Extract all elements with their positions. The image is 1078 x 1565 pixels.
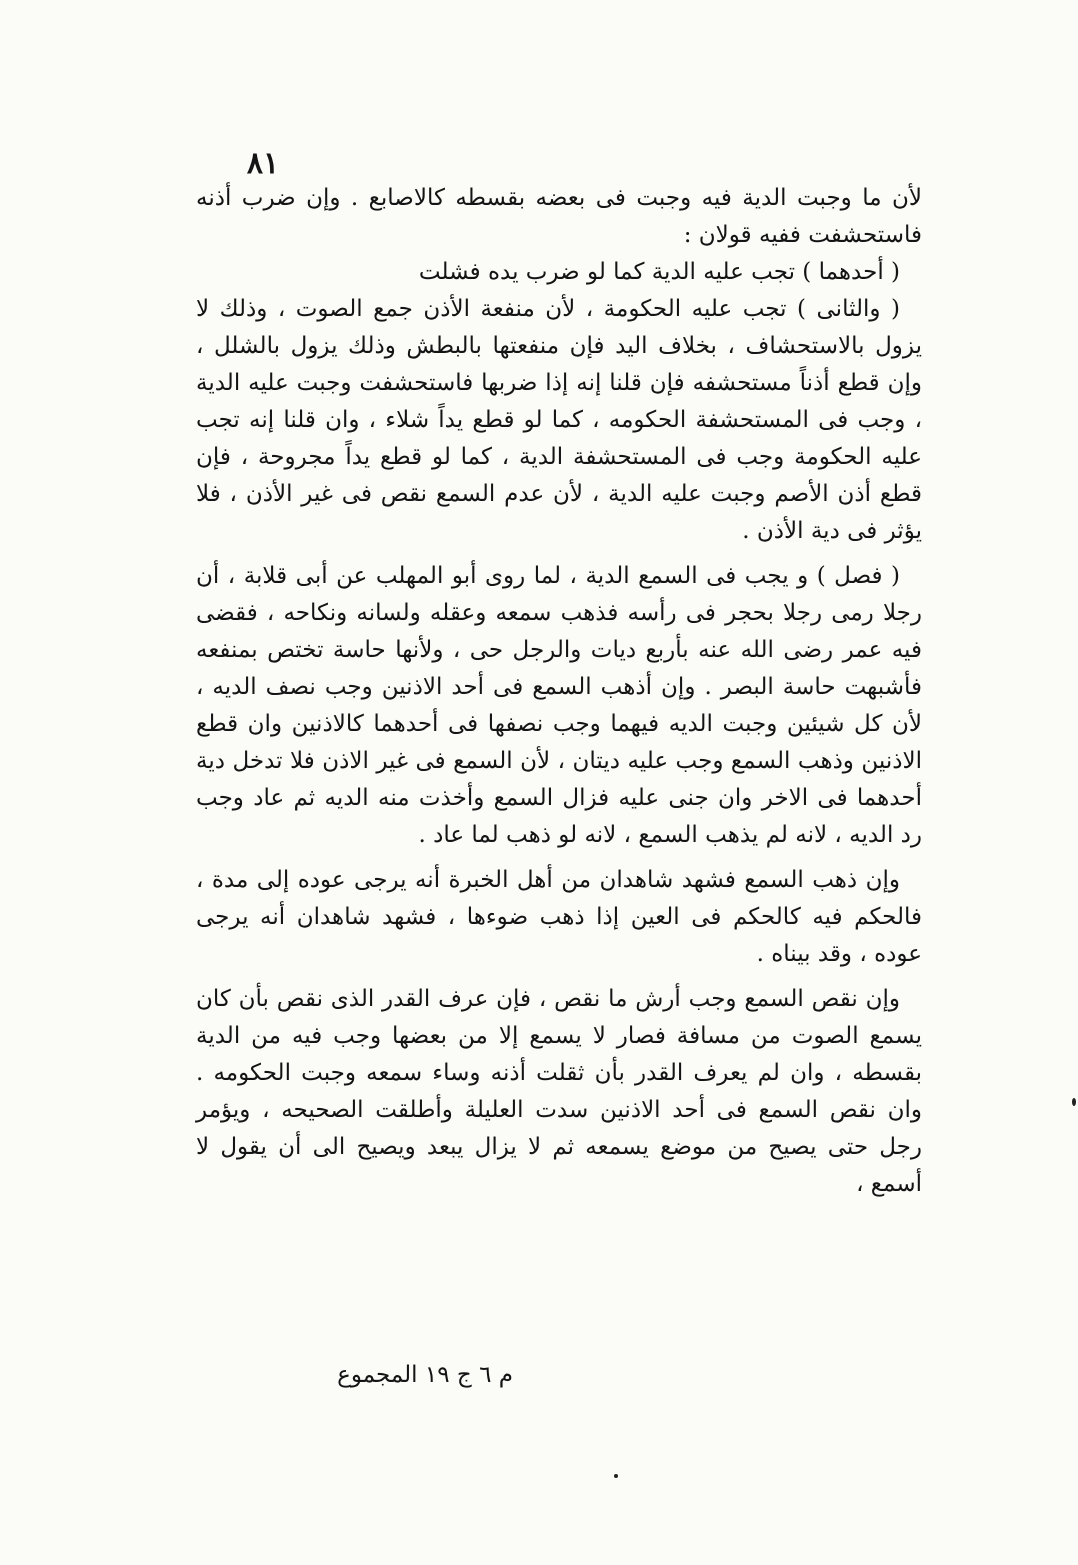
paragraph-4: ( فصل ) و يجب فى السمع الدية ، لما روى أبو المهلب عن أبى قلابة ، أن رجلا رمى رجلا بحجر فى رأسه فذهب سمعه وعقله ولسانه ونكاحه ، فقضى فيه عمر رضى الله عنه بأربع ديات والرجل حى ، ولأنها حاسة تختص بمنفعه فأشبهت حاسة البصر . وإن أذهب السمع فى أحد الاذنين وجب نصف الديه ، لأن كل شيئين وجبت الديه فيهما وجب نصفها فى أحدهما كالاذنين وان قطع الاذنين وذهب السمع وجب عليه ديتان ، لأن السمع فى غير الاذن فلا تدخل دية أحدهما فى الاخر وان جنى عليه فزال السمع وأخذت منه الديه ثم عاد وجب رد الديه ، لانه لم يذهب السمع ، لانه لو ذهب لما عاد . — [196, 563, 922, 848]
scan-speck — [1072, 1098, 1076, 1106]
page-number: ٨١ — [246, 146, 280, 181]
scan-speck — [614, 1474, 618, 1478]
paragraph-3: ( والثانى ) تجب عليه الحكومة ، لأن منفعة الأذن جمع الصوت ، وذلك لا يزول بالاستحشاف ، بخلاف اليد فإن منفعتها بالبطش وذلك يزول بالشلل ، وإن قطع أذناً مستحشفه فإن قلنا إنه إذا ضربها فاستحشفت وجبت عليه الدية ، وجب فى المستحشفة الحكومه ، كما لو قطع يداً شلاء ، وان قلنا إنه تجب عليه الحكومة وجب فى المستحشفة الدية ، كما لو قطع يداً مجروحة ، فإن قطع أذن الأصم وجبت عليه الدية ، لأن عدم السمع نقص فى غير الأذن ، فلا يؤثر فى دية الأذن . — [196, 296, 922, 544]
paragraph-5: وإن ذهب السمع فشهد شاهدان من أهل الخبرة أنه يرجى عوده إلى مدة ، فالحكم فيه كالحكم فى العين إذا ذهب ضوءها ، فشهد شاهدان أنه يرجى عوده ، وقد بيناه . — [196, 867, 922, 967]
page-footer: م ٦ ج ١٩ المجموع — [337, 1362, 513, 1388]
paragraph-1: لأن ما وجبت الدية فيه وجبت فى بعضه بقسطه كالاصابع . وإن ضرب أذنه فاستحشفت ففيه قولان : — [196, 185, 922, 248]
paragraph-6: وإن نقص السمع وجب أرش ما نقص ، فإن عرف القدر الذى نقص بأن كان يسمع الصوت من مسافة فصار لا يسمع إلا من بعضها وجب فيه من الدية بقسطه ، وان لم يعرف القدر بأن ثقلت أذنه وساء سمعه وجبت الحكومه . وان نقص السمع فى أحد الاذنين سدت العليلة وأطلقت الصحيحه ، ويؤمر رجل حتى يصيح من موضع يسمعه ثم لا يزال يبعد ويصيح الى أن يقول لا أسمع ، — [196, 986, 922, 1197]
document-body — [196, 180, 922, 1203]
paragraph-2: ( أحدهما ) تجب عليه الدية كما لو ضرب يده فشلت — [418, 259, 900, 285]
